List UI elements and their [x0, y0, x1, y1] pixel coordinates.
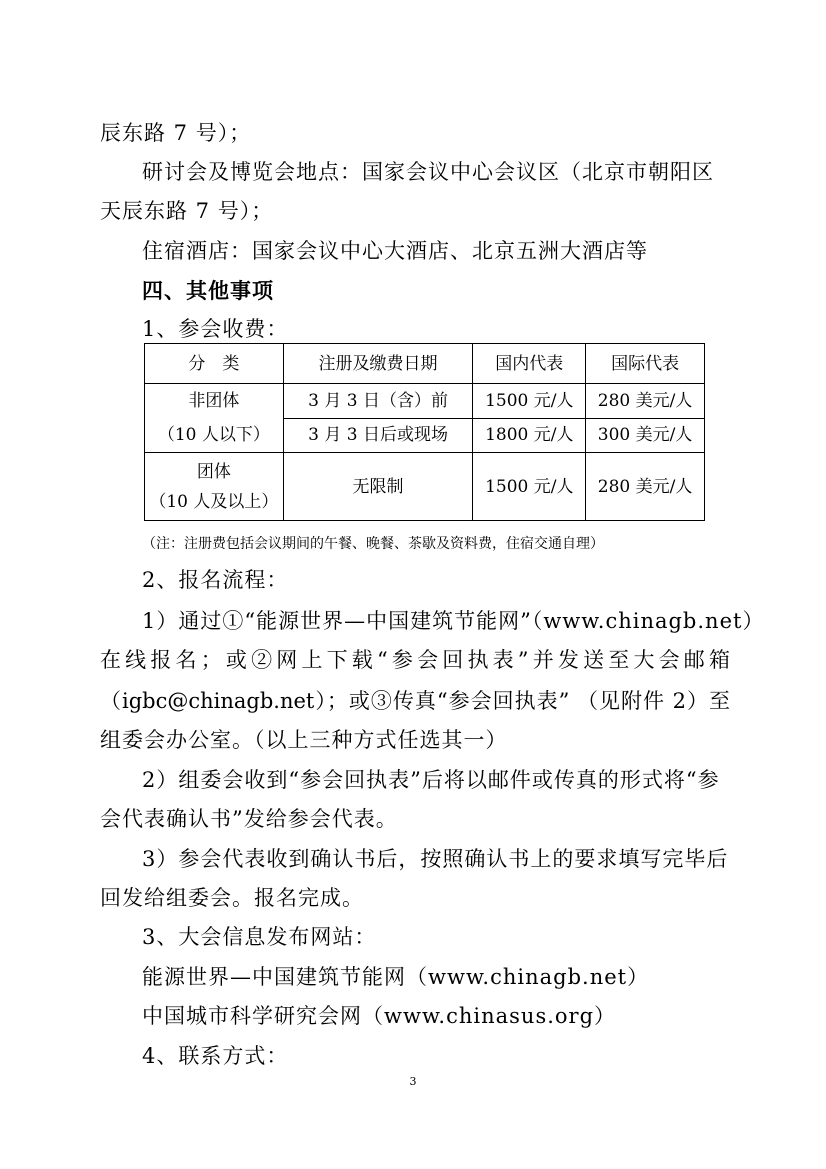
subsection-heading: 1、参会收费：: [142, 317, 289, 341]
category-label: 非团体: [188, 391, 240, 411]
category-label: 团体: [196, 461, 231, 482]
subsection-heading: 3、大会信息发布网站：: [142, 925, 377, 949]
date-cell: 无限制: [283, 453, 473, 521]
text-line: 天辰东路 7 号）；: [100, 199, 274, 223]
table-header: 分 类: [145, 344, 284, 384]
category-sublabel: （10 人以下）: [157, 425, 270, 445]
date-cell: 3 月 3 日后或现场: [283, 418, 473, 453]
category-cell: [145, 384, 284, 453]
text-line: 3）参会代表收到确认书后，按照确认书上的要求填写完毕后: [142, 847, 729, 871]
domestic-fee-cell: 1800 元/人: [473, 418, 586, 453]
date-cell: 3 月 3 日（含）前: [283, 384, 473, 419]
text-line: 在线报名；或②网上下载“参会回执表”并发送至大会邮箱: [100, 648, 730, 672]
table-row: [145, 384, 705, 419]
domestic-fee-cell: 1500 元/人: [473, 384, 586, 419]
text-line: 中国城市科学研究会网（www.chinasus.org）: [142, 1004, 617, 1028]
text-line: 住宿酒店：国家会议中心大酒店、北京五洲大酒店等: [142, 239, 648, 263]
table-header: 国内代表: [473, 344, 586, 384]
text-line: 辰东路 7 号）；: [100, 121, 252, 145]
text-line: 会代表确认书”发给参会代表。: [100, 807, 398, 831]
intl-fee-cell: 300 美元/人: [586, 418, 705, 453]
text-line: 组委会办公室。（以上三种方式任选其一）: [100, 728, 508, 752]
domestic-fee-cell: 1500 元/人: [473, 453, 586, 521]
category-sublabel: （10 人及以上）: [149, 491, 279, 512]
text-line: 1）通过①“能源世界—中国建筑节能网”（www.chinagb.net）: [142, 609, 765, 633]
text-line: （igbc@chinagb.net）；或③传真“参会回执表” （见附件 2）至: [100, 689, 730, 713]
text-line: 能源世界—中国建筑节能网（www.chinagb.net）: [142, 965, 650, 989]
table-row: [145, 453, 705, 521]
subsection-heading: 4、联系方式：: [142, 1044, 289, 1068]
section-heading: 四、其他事项: [142, 278, 274, 303]
intl-fee-cell: 280 美元/人: [586, 384, 705, 419]
text-line: 研讨会及博览会地点：国家会议中心会议区（北京市朝阳区: [142, 160, 714, 184]
text-line: 回发给组委会。报名完成。: [100, 886, 364, 910]
table-header: 国际代表: [586, 344, 705, 384]
table-note: （注：注册费包括会议期间的午餐、晚餐、茶歇及资料费，住宿交通自理）: [142, 536, 604, 552]
subsection-heading: 2、报名流程：: [142, 568, 289, 592]
intl-fee-cell: 280 美元/人: [586, 453, 705, 521]
table-header-row: [145, 344, 705, 384]
text-line: 2）组委会收到“参会回执表”后将以邮件或传真的形式将“参: [142, 768, 720, 792]
fee-table: [144, 343, 705, 521]
table-header: 注册及缴费日期: [283, 344, 473, 384]
page-number: 3: [409, 1075, 417, 1088]
category-cell: [145, 453, 284, 521]
